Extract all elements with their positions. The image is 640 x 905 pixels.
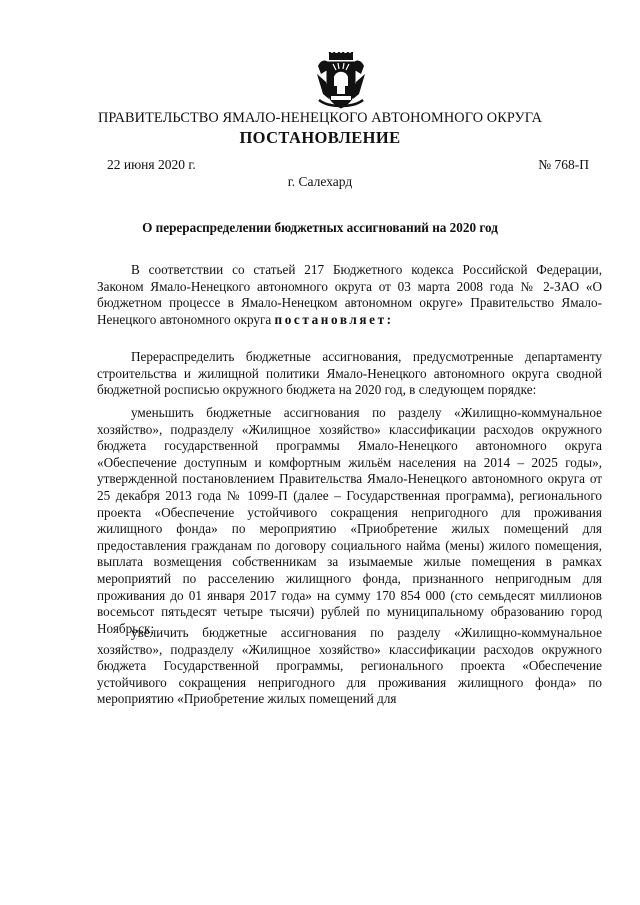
preamble-paragraph (97, 262, 602, 328)
document-title: О перераспределении бюджетных ассигнований на 2020 год (142, 220, 498, 235)
organization-name: ПРАВИТЕЛЬСТВО ЯМАЛО-НЕНЕЦКОГО АВТОНОМНОГО ОКРУГА (97, 110, 543, 126)
preamble-text: В соответствии со статьей 217 Бюджетного кодекса Российской Федерации, Законом Ямало-Ненецкого автономного округа от 03 марта 2008 года № 2-ЗАО «О бюджетном процессе в Ямало-Ненецком автономном округе» Правительство Ямало-Ненецкого автономного округа (97, 262, 602, 327)
increase-paragraph: увеличить бюджетные ассигнования по разделу «Жилищно-коммунальное хозяйство», подразделу «Жилищное хозяйство» классификации расходов окружного бюджета Государственной программы, регионального проекта «Обеспечение устойчивого сокращения непригодного для проживания жилищного фонда» по мероприятию «Приобретение жилых помещений для (97, 625, 602, 707)
resolves-keyword: постановляет: (274, 311, 394, 327)
coat-of-arms-emblem (315, 52, 367, 110)
redistribute-paragraph: Перераспределить бюджетные ассигнования, предусмотренные департаменту строительства и жилищной политики Ямало-Ненецкого автономного округа сводной бюджетной росписью окружного бюджета на 2020 год, в следующем порядке: (97, 349, 602, 398)
document-number: № 768-П (538, 157, 589, 172)
crown-shape (329, 53, 353, 60)
document-city: г. Салехард (287, 174, 353, 189)
decrease-paragraph: уменьшить бюджетные ассигнования по разделу «Жилищно-коммунальное хозяйство», подразделу «Жилищное хозяйство» классификации расходов окружного бюджета государственной программы Ямало-Ненецкого автономного округа «Обеспечение доступным и комфортным жильём населения на 2014 – 2025 годы», утвержденной постановлением Правительства Ямало-Ненецкого автономного округа от 25 декабря 2013 года № 1099-П (далее – Государственная программа), регионального проекта «Обеспечение устойчивого сокращения непригодного для проживания жилищного фонда» по мероприятию «Приобретение жилых помещений для предоставления гражданам по договору социального найма (мены) жилого помещения, выплата возмещения собственникам за изымаемые жилые помещения в рамках мероприятий по расселению жилищного фонда, признанного непригодным для проживания до 01 января 2017 года» на сумму 170 854 000 (сто семьдесят миллионов восемьсот пятьдесят четыре тысячи) рублей по муниципальному образованию город Ноябрьск; (97, 405, 602, 636)
document-type: ПОСТАНОВЛЕНИЕ (239, 128, 401, 147)
document-date: 22 июня 2020 г. (107, 157, 196, 172)
